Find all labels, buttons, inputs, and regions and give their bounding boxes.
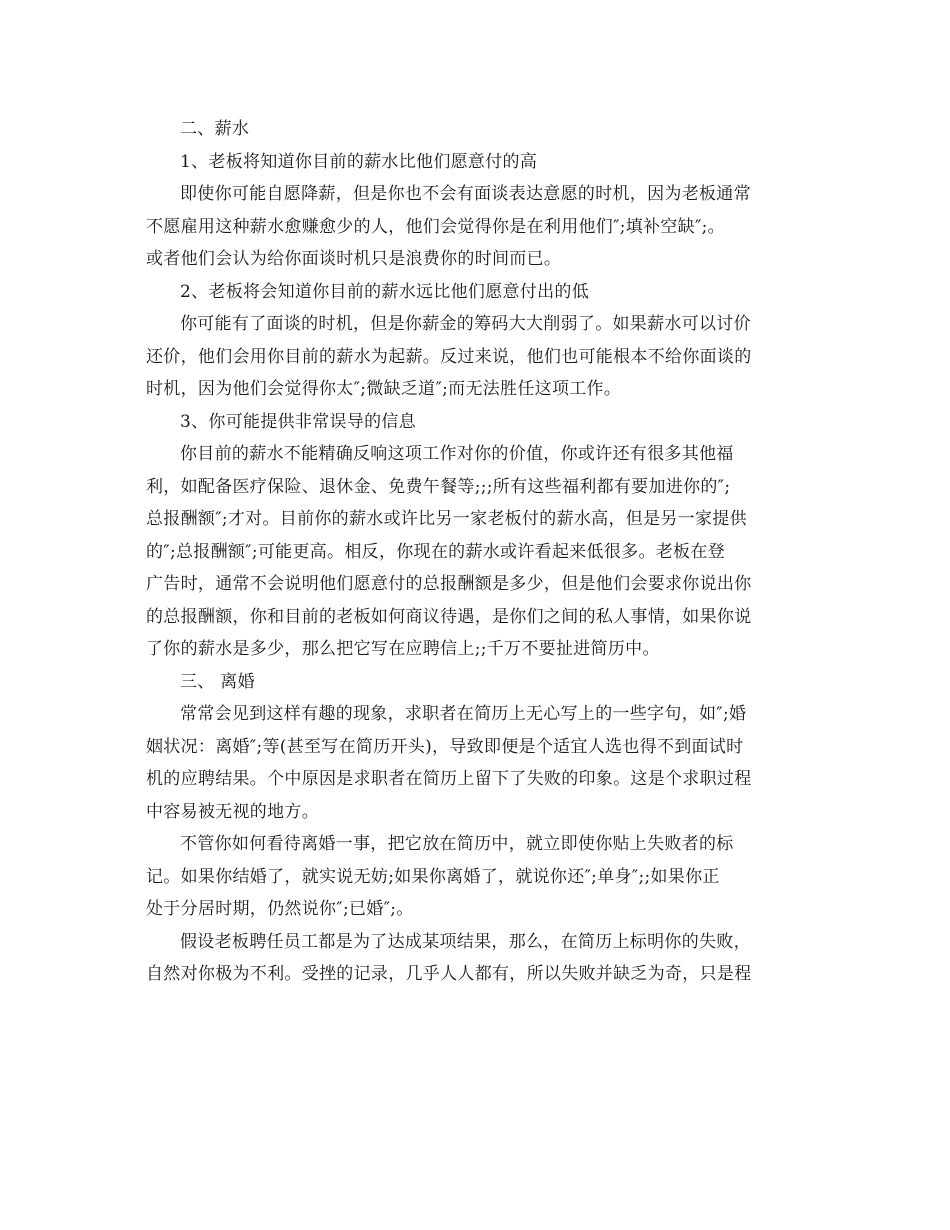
paragraph-line: 广告时，通常不会说明他们愿意付的总报酬额是多少，但是他们会要求你说出你 (146, 574, 752, 594)
paragraph-line: 中容易被无视的地方。 (146, 801, 319, 822)
paragraph-line: 常常会见到这样有趣的现象，求职者在简历上无心写上的一些字句，如″;婚 (180, 704, 747, 724)
paragraph-line: 不愿雇用这种薪水愈赚愈少的人，他们会觉得你是在利用他们″;填补空缺″;。 (146, 216, 725, 237)
paragraph-line: 了你的薪水是多少，那么把它写在应聘信上;;千万不要扯进简历中。 (146, 639, 660, 659)
paragraph-line: 姻状况：离婚″;等(甚至写在简历开头)，导致即便是个适宜人选也得不到面试时 (146, 736, 744, 757)
paragraph-line: 的总报酬额，你和目前的老板如何商议待遇，是你们之间的私人事情，如果你说 (146, 606, 752, 627)
point-heading-2: 2、老板将会知道你目前的薪水远比他们愿意付出的低 (180, 281, 590, 302)
section-heading-divorce: 三、 离婚 (180, 671, 255, 692)
point-heading-1: 1、老板将知道你目前的薪水比他们愿意付的高 (180, 151, 538, 172)
paragraph-line: 你目前的薪水不能精确反响这项工作对你的价值，你或许还有很多其他福 (180, 444, 734, 464)
paragraph-line: 不管你如何看待离婚一事，把它放在简历中，就立即使你贴上失败者的标 (180, 834, 734, 854)
paragraph-line: 自然对你极为不利。受挫的记录，几乎人人都有，所以失败并缺乏为奇，只是程 (146, 964, 752, 984)
section-heading-salary: 二、薪水 (180, 119, 250, 139)
paragraph-line: 还价，他们会用你目前的薪水为起薪。反过来说，他们也可能根本不给你面谈的 (146, 346, 752, 367)
paragraph-line: 记。如果你结婚了，就实说无妨;如果你离婚了，就说你还″;单身″;;如果你正 (146, 866, 720, 887)
paragraph-line: 总报酬额″;才对。目前你的薪水或许比另一家老板付的薪水高，但是另一家提供 (146, 509, 747, 529)
paragraph-line: 机的应聘结果。个中原因是求职者在简历上留下了失败的印象。这是个求职过程 (146, 769, 752, 789)
paragraph-line: 即使你可能自愿降薪，但是你也不会有面谈表达意愿的时机，因为老板通常 (180, 184, 751, 204)
paragraph-line: 的″;总报酬额″;可能更高。相反，你现在的薪水或许看起来低很多。老板在登 (146, 541, 725, 562)
paragraph-line: 假设老板聘任员工都是为了达成某项结果，那么，在简历上标明你的失败， (180, 931, 751, 952)
paragraph-line: 时机，因为他们会觉得你太″;微缺乏道″;而无法胜任这项工作。 (146, 379, 622, 399)
paragraph-line: 或者他们会认为给你面谈时机只是浪费你的时间而已。 (146, 249, 562, 269)
point-heading-3: 3、你可能提供非常误导的信息 (180, 411, 417, 432)
paragraph-line: 处于分居时期，仍然说你″;已婚″;。 (146, 899, 414, 919)
paragraph-line: 利，如配备医疗保险、退休金、免费午餐等;;;所有这些福利都有要加进你的″; (146, 476, 731, 497)
document-body (146, 113, 806, 991)
paragraph-line: 你可能有了面谈的时机，但是你薪金的筹码大大削弱了。如果薪水可以讨价 (180, 314, 751, 334)
